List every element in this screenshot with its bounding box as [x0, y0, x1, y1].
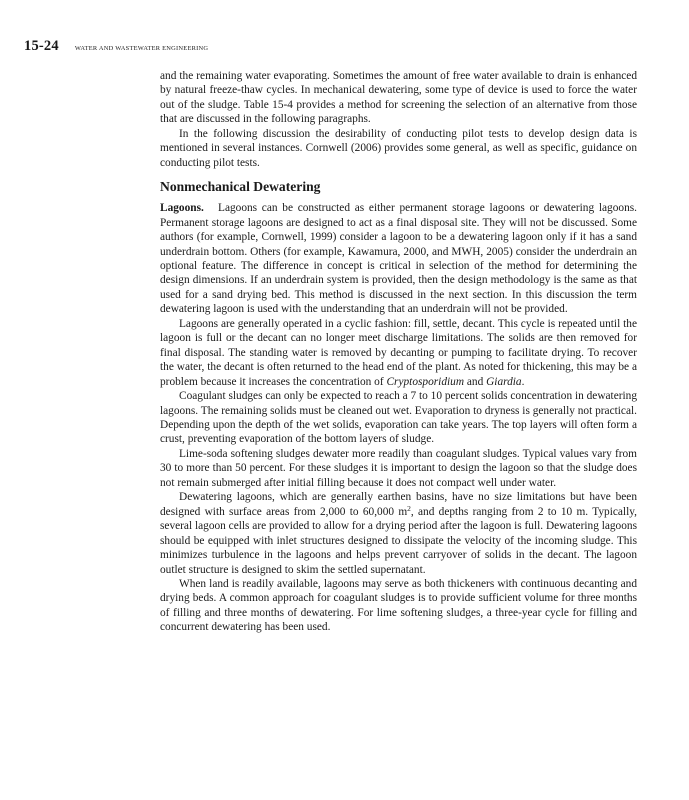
page-header — [24, 38, 208, 55]
section-heading: Nonmechanical Dewatering — [160, 179, 321, 195]
period: . — [521, 375, 525, 388]
lagoons-paragraph-5-text-a: Dewatering lagoons, which are generally earthen basins, have no size limitations but have been designed with surface areas from 2,000 to 60,000 m — [160, 491, 637, 518]
lagoons-paragraph-4: Lime-soda softening sludges dewater more readily than coagulant sludges. Typical values vary from 30 to more than 50 percent. For these sludges it is important to design the lagoon so that the sludge does not remain submerged after initial filling because it does not compact well under water. — [160, 447, 637, 489]
intro-paragraph-1: and the remaining water evaporating. Sometimes the amount of free water available to drain is enhanced by natural freeze-thaw cycles. In mechanical dewatering, some type of device is used to force the water out of the sludge. Table 15-4 provides a method for screening the selection of an alternative from those that are discussed in the following paragraphs. — [160, 70, 637, 126]
lagoons-paragraph-3: Coagulant sludges can only be expected to reach a 7 to 10 percent solids concentration in dewatering lagoons. The remaining solids must be cleaned out wet. Evaporation to dryness is generally not practical. Depending upon the depth of the wet solids, evaporation can take years. The top layers will often form a crust, preventing evaporation of the bottom layers of sludge. — [160, 390, 638, 446]
lagoons-paragraph-2 — [160, 317, 637, 389]
intro-paragraph-2: In the following discussion the desirability of conducting pilot tests to develop design data is mentioned in several instances. Cornwell (2006) provides some general, as well as specific, guidance on conducting pilot tests. — [160, 127, 637, 169]
page-body — [160, 69, 637, 635]
lagoons-paragraph-2-text: Lagoons are generally operated in a cyclic fashion: fill, settle, decant. This cycle is repeated until the lagoon is full or the decant can no longer meet discharge limitations. The solids are then removed for final disposal. The standing water is removed by decanting or pumping to facilitate drying. To recover the water, the decant is often returned to the head end of the plant. As noted for thickening, this may be a problem because it increases the concentration of — [160, 317, 637, 388]
lagoons-paragraph-5-text-b: , and depths ranging from 2 to 10 m. Typically, several lagoon cells are provided to allow for a drying period after the lagoon is full. Dewatering lagoons should be equipped with inlet structures designed to dissipate the velocity of the incoming sludge. This minimizes turbulence in the lagoons and helps prevent carryover of solids in the decant. The lagoon outlet structure is designed to skim the settled supernatant. — [160, 505, 637, 576]
lagoons-paragraph-1 — [160, 201, 637, 317]
organism-cryptosporidium: Cryptosporidium — [386, 375, 465, 388]
lagoons-paragraph-5 — [160, 490, 637, 577]
lagoons-paragraph-1-text: Lagoons can be constructed as either permanent storage lagoons or dewatering lagoons. Permanent storage lagoons are designed to act as a final disposal site. They will not be discussed. Some authors (for example, Cornwell, 1999) consider a lagoon to be a dewatering lagoon only if it has a sand underdrain bottom. Others (for example, Kawamura, 2000, and MWH, 2005) consider the underdrain an optional feature. The difference in concept is critical in selection of the method for determining the design dimensions. If an underdrain system is provided, then the design methodology is the same as that used for a sand drying bed. This method is discussed in the next section. In this discussion the term dewatering lagoon is used with the understanding that an underdrain will not be provided. — [160, 202, 637, 316]
lagoons-runin-heading: Lagoons. — [160, 202, 204, 215]
organism-giardia: Giardia — [486, 375, 522, 388]
page-number: 15-24 — [24, 38, 59, 54]
running-head: WATER AND WASTEWATER ENGINEERING — [74, 45, 209, 52]
lagoons-paragraph-6: When land is readily available, lagoons may serve as both thickeners with continuous decanting and drying beds. A common approach for coagulant sludges is to provide sufficient volume for three months of filling and three months of dewatering. For lime softening sludges, a three-year cycle for filling and concurrent dewatering has been used. — [160, 577, 637, 634]
superscript-2: 2 — [407, 503, 411, 513]
and-word: and — [466, 375, 484, 388]
